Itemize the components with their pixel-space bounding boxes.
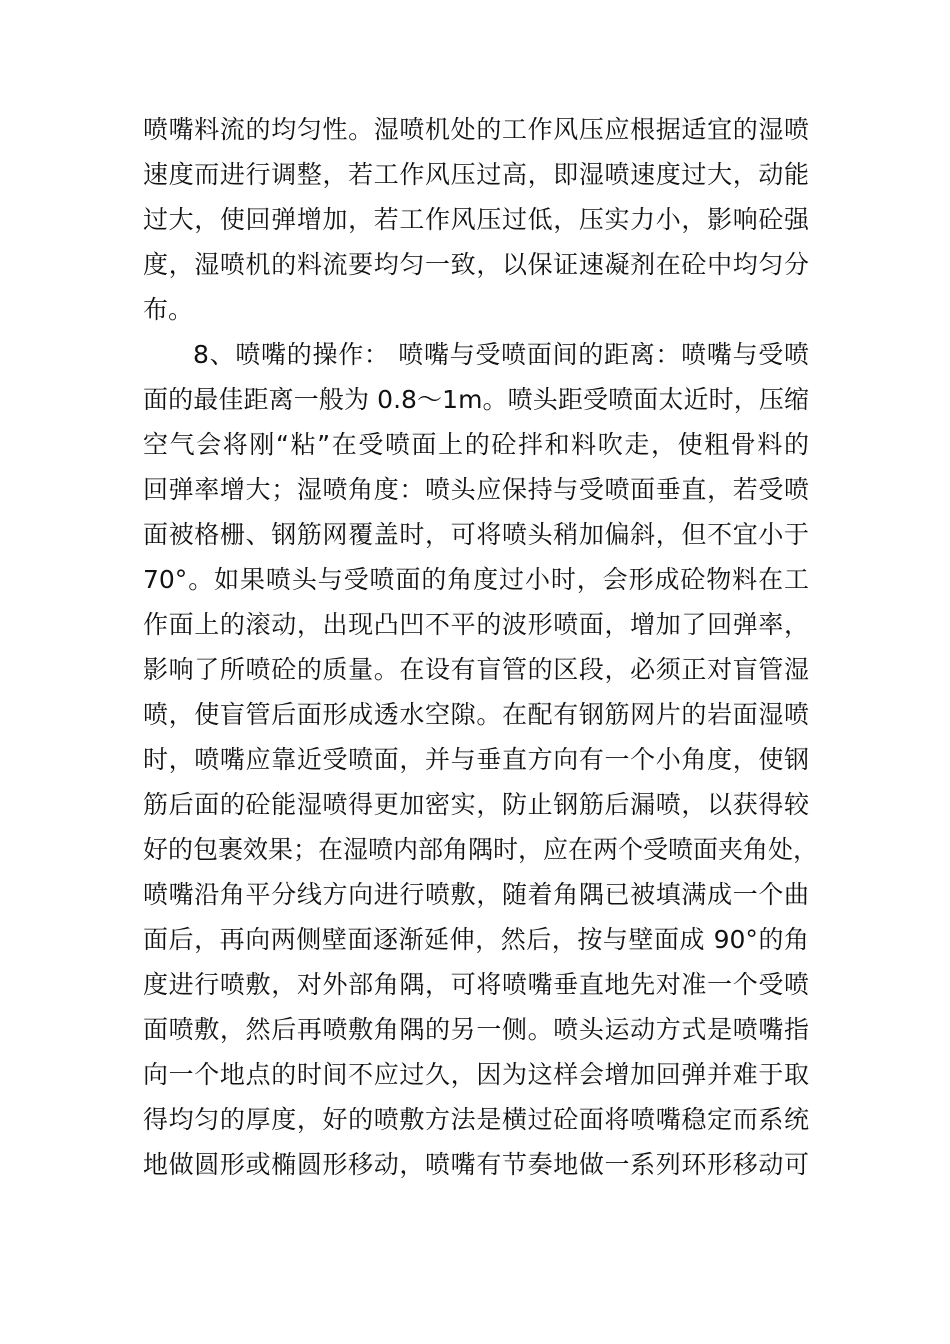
text-line: 作面上的滚动，出现凸凹不平的波形喷面，增加了回弹率，	[143, 610, 809, 639]
text-line: 空气会将刚“粘”在受喷面上的砼拌和料吹走，使粗骨料的	[143, 430, 809, 459]
text-line: 过大，使回弹增加，若工作风压过低，压实力小，影响砼强	[143, 205, 809, 234]
text-line: 8、喷嘴的操作： 喷嘴与受喷面间的距离：喷嘴与受喷	[193, 340, 809, 369]
text-line: 筋后面的砼能湿喷得更加密实，防止钢筋后漏喷，以获得较	[143, 790, 809, 819]
text-line: 70°。如果喷头与受喷面的角度过小时，会形成砼物料在工	[143, 565, 809, 594]
text-line: 喷嘴料流的均匀性。湿喷机处的工作风压应根据适宜的湿喷	[143, 115, 809, 144]
text-line: 面后，再向两侧壁面逐渐延伸，然后，按与壁面成 90°的角	[143, 925, 809, 954]
text-line: 面的最佳距离一般为 0.8～1m。喷头距受喷面太近时，压缩	[143, 385, 809, 414]
text-line: 得均匀的厚度，好的喷敷方法是横过砼面将喷嘴稳定而系统	[143, 1105, 809, 1134]
text-line: 好的包裹效果；在湿喷内部角隅时，应在两个受喷面夹角处，	[143, 835, 819, 864]
text-line: 影响了所喷砼的质量。在设有盲管的区段，必须正对盲管湿	[143, 655, 809, 684]
text-line: 面喷敷，然后再喷敷角隅的另一侧。喷头运动方式是喷嘴指	[143, 1015, 809, 1044]
text-line: 度进行喷敷，对外部角隅，可将喷嘴垂直地先对准一个受喷	[143, 970, 809, 999]
text-line: 喷嘴沿角平分线方向进行喷敷，随着角隅已被填满成一个曲	[143, 880, 809, 909]
text-line: 布。	[143, 295, 194, 324]
text-line: 时，喷嘴应靠近受喷面，并与垂直方向有一个小角度，使钢	[143, 745, 809, 774]
text-line: 喷，使盲管后面形成透水空隙。在配有钢筋网片的岩面湿喷	[143, 700, 809, 729]
text-line: 回弹率增大；湿喷角度：喷头应保持与受喷面垂直，若受喷	[143, 475, 809, 504]
text-line: 速度而进行调整，若工作风压过高，即湿喷速度过大，动能	[143, 160, 809, 189]
text-line: 度，湿喷机的料流要均匀一致，以保证速凝剂在砼中均匀分	[143, 250, 809, 279]
text-line: 向一个地点的时间不应过久，因为这样会增加回弹并难于取	[143, 1060, 809, 1089]
text-line: 地做圆形或椭圆形移动，喷嘴有节奏地做一系列环形移动可	[143, 1150, 809, 1179]
text-line: 面被格栅、钢筋网覆盖时，可将喷头稍加偏斜，但不宜小于	[143, 520, 809, 549]
